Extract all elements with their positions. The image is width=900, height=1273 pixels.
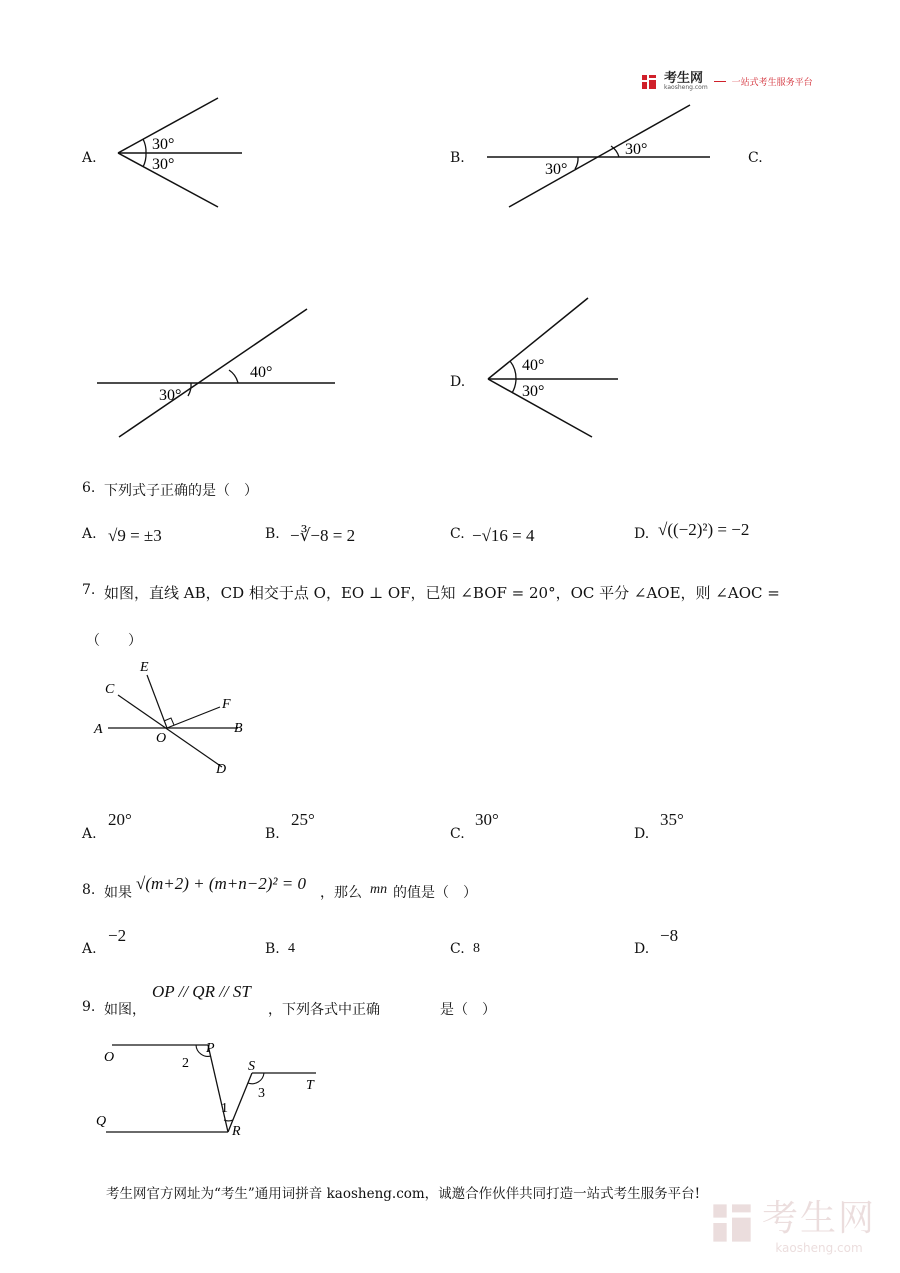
q5-a-angle-1: 30°	[152, 136, 175, 153]
q8-pre: 如果	[104, 885, 132, 901]
q8-a-val: −2	[108, 926, 127, 945]
footer-text: 考生网官方网址为“考生”通用词拼音 kaosheng.com，诚邀合作伙伴共同打造一站式考生服务平台!	[106, 1186, 701, 1202]
q7-b-val: 25°	[291, 810, 315, 829]
q8-b-val: 4	[288, 941, 295, 956]
q6-stem: 下列式子正确的是（ ）	[104, 483, 258, 499]
q7-label-o: O	[156, 731, 167, 746]
q9-label-r: R	[232, 1124, 241, 1139]
q5-option-d-label: D.	[450, 374, 466, 390]
q5-b-angle-1: 30°	[625, 141, 648, 158]
q9-figure	[92, 1035, 324, 1140]
q8-var: mn	[370, 882, 388, 897]
q7-d-val: 35°	[660, 810, 684, 829]
q5-option-c-label: C.	[748, 150, 763, 166]
q8-d-label: D.	[634, 941, 650, 957]
q8-expr: √(m+2) + (m+n−2)² = 0	[136, 874, 306, 893]
q8-b-label: B.	[265, 941, 280, 957]
watermark-logo-icon	[708, 1199, 756, 1247]
q6-b-expr: −∛−8 = 2	[290, 526, 356, 545]
q7-label-e: E	[140, 660, 149, 675]
q8-post: ，那么	[320, 885, 362, 901]
q9-tail: 是（ ）	[440, 1002, 496, 1018]
q5-b-angle-2: 30°	[545, 161, 568, 178]
kaosheng-logo-icon	[640, 73, 658, 91]
q9-expr: OP // QR // ST	[152, 982, 251, 1001]
q7-d-label: D.	[634, 826, 650, 842]
q6-c-label: C.	[450, 526, 465, 542]
logo-sub: kaosheng.com	[664, 84, 708, 91]
q6-number: 6.	[82, 480, 96, 496]
q9-post: ，下列各式中正确	[268, 1002, 380, 1018]
q7-paren: （ ）	[86, 633, 142, 649]
watermark-text: 考生网	[761, 1198, 876, 1239]
q7-label-d: D	[216, 762, 227, 777]
q7-figure	[90, 655, 260, 780]
q7-label-a: A	[94, 722, 103, 737]
header-logo	[640, 72, 813, 91]
q7-c-val: 30°	[475, 810, 499, 829]
q9-label-t: T	[306, 1078, 314, 1093]
q5-option-a-label: A.	[82, 150, 97, 166]
q9-label-2: 2	[182, 1056, 189, 1071]
q7-c-label: C.	[450, 826, 465, 842]
q5-c-angle-1: 40°	[250, 364, 273, 381]
q8-tail: 的值是（ ）	[393, 885, 477, 901]
q5-d-angle-2: 30°	[522, 383, 545, 400]
q5-c-angle-2: 30°	[159, 387, 182, 404]
q9-pre: 如图，	[104, 1002, 146, 1018]
q5-option-b-label: B.	[450, 150, 465, 166]
q7-number: 7.	[82, 582, 96, 598]
q7-a-label: A.	[82, 826, 97, 842]
q9-label-s: S	[248, 1059, 255, 1074]
q9-number: 9.	[82, 999, 96, 1015]
q8-number: 8.	[82, 882, 96, 898]
q8-a-label: A.	[82, 941, 97, 957]
q6-d-expr: √((−2)²) = −2	[658, 520, 750, 539]
watermark-sub: kaosheng.com	[775, 1241, 863, 1255]
q7-label-f: F	[222, 697, 231, 712]
q5-figure-d	[480, 295, 625, 440]
q6-a-label: A.	[82, 526, 97, 542]
q8-c-val: 8	[473, 941, 480, 956]
q5-figure-b	[485, 100, 715, 210]
q5-a-angle-2: 30°	[152, 156, 175, 173]
q9-label-q: Q	[96, 1114, 107, 1129]
q7-stem: 如图，直线 AB，CD 相交于点 O，EO ⊥ OF，已知 ∠BOF = 20°，OC 平分 ∠AOE，则 ∠AOC =	[104, 584, 780, 602]
header-slogan: 一站式考生服务平台	[731, 78, 813, 88]
q5-figure-a	[110, 95, 245, 210]
q9-label-3: 3	[258, 1086, 265, 1101]
q9-label-o: O	[104, 1050, 115, 1065]
q6-a-expr: √9 = ±3	[108, 526, 162, 545]
q8-d-val: −8	[660, 926, 679, 945]
q9-label-1: 1	[221, 1101, 228, 1116]
q5-figure-c	[95, 300, 340, 440]
q6-d-label: D.	[634, 526, 650, 542]
q7-b-label: B.	[265, 826, 280, 842]
q9-label-p: P	[206, 1041, 215, 1056]
q7-a-val: 20°	[108, 810, 132, 829]
watermark	[708, 1190, 876, 1255]
q5-d-angle-1: 40°	[522, 357, 545, 374]
q8-c-label: C.	[450, 941, 465, 957]
q6-b-label: B.	[265, 526, 280, 542]
q7-label-b: B	[234, 721, 243, 736]
q7-label-c: C	[105, 682, 115, 697]
logo-text: 考生网	[664, 71, 704, 86]
q6-c-expr: −√16 = 4	[472, 526, 535, 545]
